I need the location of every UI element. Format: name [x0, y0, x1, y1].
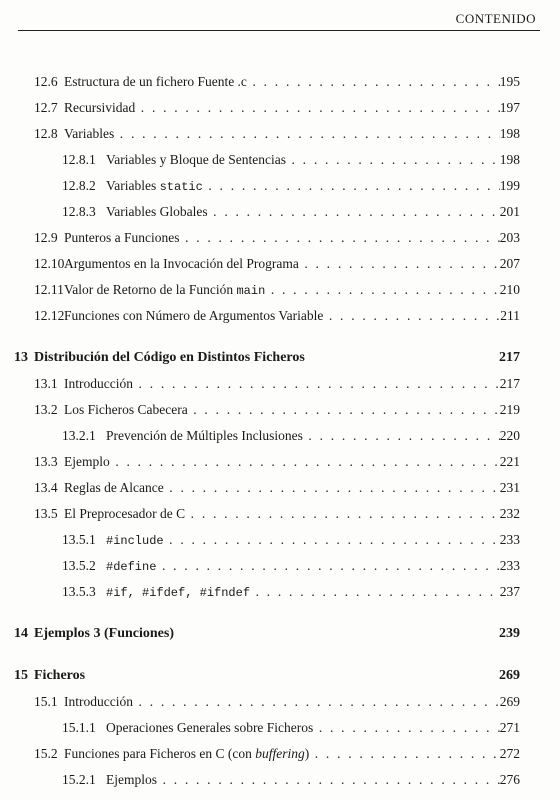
toc-entry — [0, 230, 560, 250]
toc-entry-page: 272 — [499, 746, 520, 761]
toc-entry-title — [64, 282, 500, 298]
toc-entry-page: 271 — [499, 720, 520, 735]
toc-entry-number: 12.11 — [34, 282, 64, 297]
toc-entry-title — [106, 178, 500, 194]
toc-entry-number: 12.10 — [34, 256, 65, 271]
toc-entry-number: 13.5.3 — [62, 584, 96, 599]
toc-entry-title-text: Los Ficheros Cabecera — [64, 402, 188, 417]
toc-entry — [0, 694, 560, 714]
toc-entry-page: 210 — [499, 282, 520, 297]
toc-entry-title-text: Variables y Bloque de Sentencias — [106, 152, 286, 167]
toc-entry-title — [106, 532, 500, 548]
toc-entry-title — [106, 772, 500, 788]
toc-entry-title — [106, 428, 500, 444]
toc-entry-number: 13.2 — [34, 402, 58, 417]
toc-entry-title — [64, 506, 500, 522]
toc-entry-title-text: Introducción — [64, 694, 133, 709]
toc-entry — [0, 532, 560, 552]
toc-entry-page: 203 — [499, 230, 520, 245]
toc-entry-number: 13.2.1 — [62, 428, 96, 443]
toc-entry-number: 14 — [14, 626, 28, 641]
toc-entry-page: 239 — [499, 626, 520, 641]
toc-entry-page: 231 — [499, 480, 520, 495]
toc-entry-number: 15.1.1 — [62, 720, 96, 735]
toc-entry-title-text: Funciones para Ficheros en C (con — [64, 746, 256, 761]
toc-entry — [0, 772, 560, 792]
toc-entry-page: 217 — [499, 350, 520, 365]
toc-entry — [0, 152, 560, 172]
toc-entry-title — [64, 480, 500, 496]
toc-entry — [0, 480, 560, 500]
toc-entry — [0, 308, 560, 328]
toc-entry-title — [64, 402, 500, 418]
toc-entry-page: 233 — [499, 532, 520, 547]
toc-entry-title — [106, 584, 500, 600]
toc-chapter-entry — [0, 626, 560, 646]
toc-entry-number: 12.8.1 — [62, 152, 96, 167]
toc-entry-page: 269 — [499, 668, 520, 683]
toc-entry-title-italic: buffering — [255, 746, 305, 761]
toc-chapter-entry — [0, 350, 560, 370]
toc-entry-code: #if, #ifdef, #ifndef — [106, 586, 251, 600]
toc-entry-page: 207 — [499, 256, 520, 271]
toc-entry-title-text: Argumentos en la Invocación del Programa — [64, 256, 299, 271]
toc-entry-title-text: Variables — [64, 126, 115, 141]
toc-entry-title-text: Prevención de Múltiples Inclusiones — [106, 428, 303, 443]
toc-entry-title — [106, 152, 500, 168]
toc-entry-title — [64, 100, 500, 116]
toc-entry-code: #define — [106, 560, 157, 574]
header-title: CONTENIDO — [455, 11, 536, 26]
toc-entry-number: 13.5.1 — [62, 532, 96, 547]
toc-entry — [0, 506, 560, 526]
toc-entry-number: 12.9 — [34, 230, 58, 245]
toc-entry-title-text: El Preprocesador de C — [64, 506, 186, 521]
toc-entry — [0, 454, 560, 474]
toc-entry-title-text: Variables — [106, 178, 160, 193]
toc-entry-title — [64, 308, 500, 324]
toc-entry-number: 12.7 — [34, 100, 58, 115]
toc-entry-title-text: Distribución del Código en Distintos Ficheros — [34, 350, 305, 365]
toc-entry — [0, 204, 560, 224]
toc-entry-number: 13.5 — [34, 506, 58, 521]
toc-entry-title-text: Punteros a Funciones — [64, 230, 180, 245]
toc-entry-page: 211 — [500, 308, 520, 323]
toc-entry-title — [34, 668, 480, 684]
toc-entry-page: 195 — [499, 74, 520, 89]
toc-entry-number: 13.3 — [34, 454, 58, 469]
toc-entry-page: 269 — [499, 694, 520, 709]
toc-entry-page: 232 — [499, 506, 520, 521]
toc-entry-title — [64, 376, 500, 392]
toc-entry — [0, 256, 560, 276]
toc-entry-page: 221 — [499, 454, 520, 469]
toc-entry — [0, 282, 560, 302]
toc-entry-code: #include — [106, 534, 164, 548]
toc-entry-number: 12.12 — [34, 308, 65, 323]
toc-entry-title-text: Variables Globales — [106, 204, 208, 219]
toc-entry-title — [106, 720, 500, 736]
toc-entry — [0, 720, 560, 740]
toc-entry-title-text: Estructura de un fichero Fuente .c — [64, 74, 247, 89]
toc-entry-number: 13.4 — [34, 480, 58, 495]
toc-entry-title-text: Introducción — [64, 376, 133, 391]
toc-entry-number: 15 — [14, 668, 28, 683]
toc-entry-number: 12.8 — [34, 126, 58, 141]
toc-entry-number: 12.8.2 — [62, 178, 96, 193]
toc-entry-page: 219 — [499, 402, 520, 417]
toc-entry — [0, 402, 560, 422]
toc-entry-code: static — [159, 180, 203, 194]
toc-entry — [0, 746, 560, 766]
toc-entry-title-text: Ejemplos 3 (Funciones) — [34, 626, 174, 641]
toc-entry — [0, 584, 560, 604]
toc-entry-title — [64, 746, 500, 762]
toc-entry-number: 12.8.3 — [62, 204, 96, 219]
toc-entry-title — [64, 230, 500, 246]
toc-entry — [0, 100, 560, 120]
toc-entry-number: 15.1 — [34, 694, 58, 709]
toc-entry — [0, 74, 560, 94]
toc-entry-page: 237 — [499, 584, 520, 599]
toc-entry-title-text: Valor de Retorno de la Función — [64, 282, 237, 297]
toc-entry-title-text: Funciones con Número de Argumentos Variable — [64, 308, 324, 323]
toc-chapter-entry — [0, 668, 560, 688]
toc-entry-title — [64, 126, 500, 142]
toc-entry-title — [64, 256, 500, 272]
toc-entry-page: 276 — [499, 772, 520, 787]
toc-entry-title-text: Reglas de Alcance — [64, 480, 164, 495]
toc-entry-number: 15.2 — [34, 746, 58, 761]
toc-entry — [0, 376, 560, 396]
toc-entry-title — [64, 454, 500, 470]
toc-entry-number: 12.6 — [34, 74, 58, 89]
toc-entry-title-text: Ejemplo — [64, 454, 110, 469]
toc-entry — [0, 558, 560, 578]
toc-entry-title — [34, 626, 480, 642]
running-header — [18, 8, 540, 31]
toc-entry-title — [64, 694, 500, 710]
toc-entry-title — [34, 350, 480, 366]
toc-entry-page: 217 — [499, 376, 520, 391]
toc-entry — [0, 126, 560, 146]
toc-entry-page: 233 — [499, 558, 520, 573]
toc-entry-number: 13.1 — [34, 376, 58, 391]
toc-entry-title — [106, 204, 500, 220]
toc-entry-page: 197 — [499, 100, 520, 115]
toc-entry-page: 220 — [499, 428, 520, 443]
toc-entry — [0, 178, 560, 198]
toc-entry-page: 199 — [499, 178, 520, 193]
toc-entry-page: 198 — [499, 152, 520, 167]
toc-entry-number: 13 — [14, 350, 28, 365]
toc-entry-title — [106, 558, 500, 574]
toc-entry-title — [64, 74, 500, 90]
toc-entry-title-text: Ficheros — [34, 668, 86, 683]
toc-entry-number: 15.2.1 — [62, 772, 96, 787]
toc-entry-title-text: Operaciones Generales sobre Ficheros — [106, 720, 314, 735]
toc-entry-title-text: Recursividad — [64, 100, 136, 115]
toc-entry-number: 13.5.2 — [62, 558, 96, 573]
toc-entry-page: 201 — [499, 204, 520, 219]
toc-entry-code: main — [236, 284, 266, 298]
toc-entry — [0, 428, 560, 448]
toc-entry-page: 198 — [499, 126, 520, 141]
toc-entry-title-text: Ejemplos — [106, 772, 157, 787]
toc-entry-title-tail: ) — [304, 746, 310, 761]
